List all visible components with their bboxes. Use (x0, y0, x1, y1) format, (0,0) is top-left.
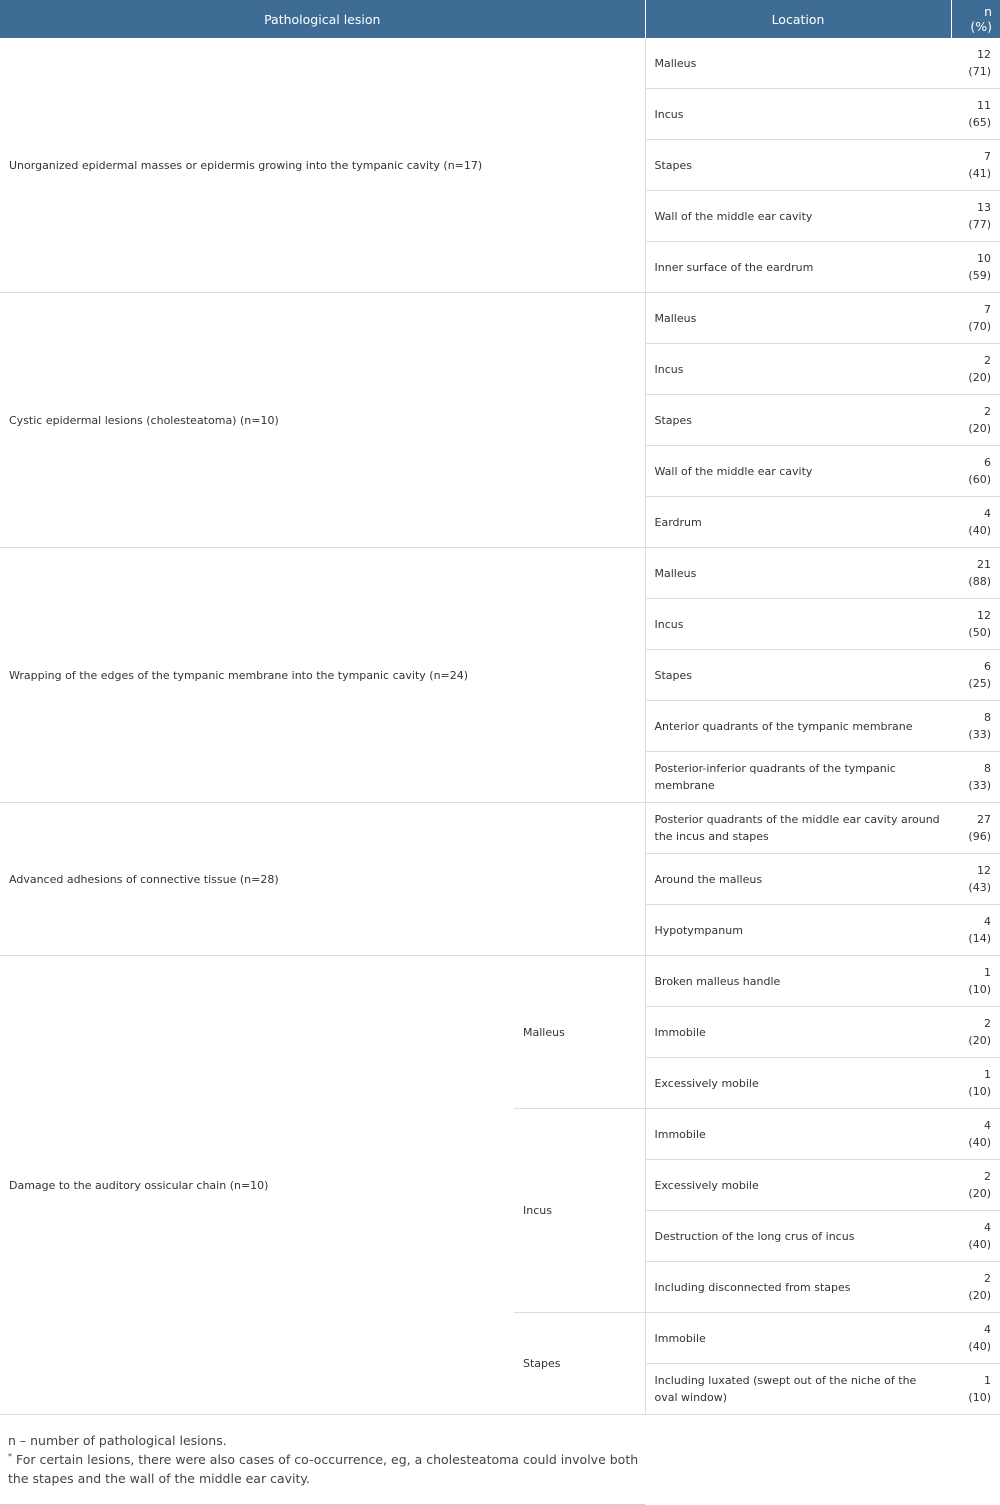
count-cell: 2 (20) (951, 1007, 1000, 1058)
location-cell: Immobile (645, 1007, 951, 1058)
count-cell: 8 (33) (951, 752, 1000, 803)
table-row (0, 548, 1000, 599)
ossicle-subgroup-cell: Stapes (514, 1313, 645, 1415)
count-cell: 7 (70) (951, 293, 1000, 344)
count-cell: 1 (10) (951, 1058, 1000, 1109)
count-cell: 4 (40) (951, 1313, 1000, 1364)
count-cell: 12 (71) (951, 38, 1000, 89)
location-cell: Immobile (645, 1109, 951, 1160)
count-cell: 4 (40) (951, 1109, 1000, 1160)
table-body (0, 38, 1000, 1415)
location-cell: Immobile (645, 1313, 951, 1364)
count-cell: 2 (20) (951, 395, 1000, 446)
count-cell: 4 (40) (951, 497, 1000, 548)
location-cell: Broken malleus handle (645, 956, 951, 1007)
count-cell: 10 (59) (951, 242, 1000, 293)
location-cell: Including luxated (swept out of the niche of the oval window) (645, 1364, 951, 1415)
lesion-cell: Advanced adhesions of connective tissue (n=28) (0, 803, 645, 956)
location-cell: Wall of the middle ear cavity (645, 191, 951, 242)
count-cell: 1 (10) (951, 1364, 1000, 1415)
ossicle-subgroup-cell: Incus (514, 1109, 645, 1313)
count-cell: 2 (20) (951, 1262, 1000, 1313)
footnote-n-definition: n – number of pathological lesions. (8, 1433, 227, 1448)
lesion-cell: Wrapping of the edges of the tympanic membrane into the tympanic cavity (n=24) (0, 548, 645, 803)
location-cell: Malleus (645, 293, 951, 344)
count-cell: 21 (88) (951, 548, 1000, 599)
location-cell: Including disconnected from stapes (645, 1262, 951, 1313)
count-cell: 7 (41) (951, 140, 1000, 191)
count-cell: 1 (10) (951, 956, 1000, 1007)
ossicle-subgroup-cell: Malleus (514, 956, 645, 1109)
count-cell: 2 (20) (951, 1160, 1000, 1211)
table-row (0, 956, 1000, 1007)
table-row (0, 293, 1000, 344)
location-cell: Malleus (645, 38, 951, 89)
count-cell: 2 (20) (951, 344, 1000, 395)
table-row (0, 38, 1000, 89)
location-cell: Incus (645, 89, 951, 140)
footnote-co-occurrence (8, 1450, 645, 1488)
count-cell: 6 (25) (951, 650, 1000, 701)
footnote-marker: * (8, 1451, 12, 1461)
location-cell: Hypotympanum (645, 905, 951, 956)
header-pathological-lesion: Pathological lesion (0, 0, 645, 38)
location-cell: Posterior-inferior quadrants of the tympanic membrane (645, 752, 951, 803)
location-cell: Wall of the middle ear cavity (645, 446, 951, 497)
location-cell: Around the malleus (645, 854, 951, 905)
lesion-cell: Cystic epidermal lesions (cholesteatoma) (n=10) (0, 293, 645, 548)
count-cell: 27 (96) (951, 803, 1000, 854)
count-cell: 8 (33) (951, 701, 1000, 752)
count-cell: 12 (50) (951, 599, 1000, 650)
table-footnotes (0, 1415, 645, 1505)
lesion-cell: Unorganized epidermal masses or epidermis growing into the tympanic cavity (n=17) (0, 38, 645, 293)
location-cell: Excessively mobile (645, 1058, 951, 1109)
count-cell: 13 (77) (951, 191, 1000, 242)
count-cell: 6 (60) (951, 446, 1000, 497)
location-cell: Incus (645, 344, 951, 395)
location-cell: Eardrum (645, 497, 951, 548)
header-n-percent: n (%) (951, 0, 1000, 38)
location-cell: Destruction of the long crus of incus (645, 1211, 951, 1262)
location-cell: Stapes (645, 395, 951, 446)
count-cell: 4 (40) (951, 1211, 1000, 1262)
count-cell: 4 (14) (951, 905, 1000, 956)
location-cell: Malleus (645, 548, 951, 599)
header-location: Location (645, 0, 951, 38)
location-cell: Incus (645, 599, 951, 650)
table-row (0, 803, 1000, 854)
location-cell: Excessively mobile (645, 1160, 951, 1211)
footnote-co-occurrence-text: For certain lesions, there were also cases of co-occurrence, eg, a cholesteatoma could involve both the stapes and the wall of the middle ear cavity. (8, 1452, 639, 1486)
lesion-cell: Damage to the auditory ossicular chain (n=10) (0, 956, 514, 1415)
count-cell: 12 (43) (951, 854, 1000, 905)
location-cell: Stapes (645, 650, 951, 701)
location-cell: Inner surface of the eardrum (645, 242, 951, 293)
count-cell: 11 (65) (951, 89, 1000, 140)
table-header (0, 0, 1000, 38)
location-cell: Stapes (645, 140, 951, 191)
location-cell: Posterior quadrants of the middle ear cavity around the incus and stapes (645, 803, 951, 854)
location-cell: Anterior quadrants of the tympanic membrane (645, 701, 951, 752)
